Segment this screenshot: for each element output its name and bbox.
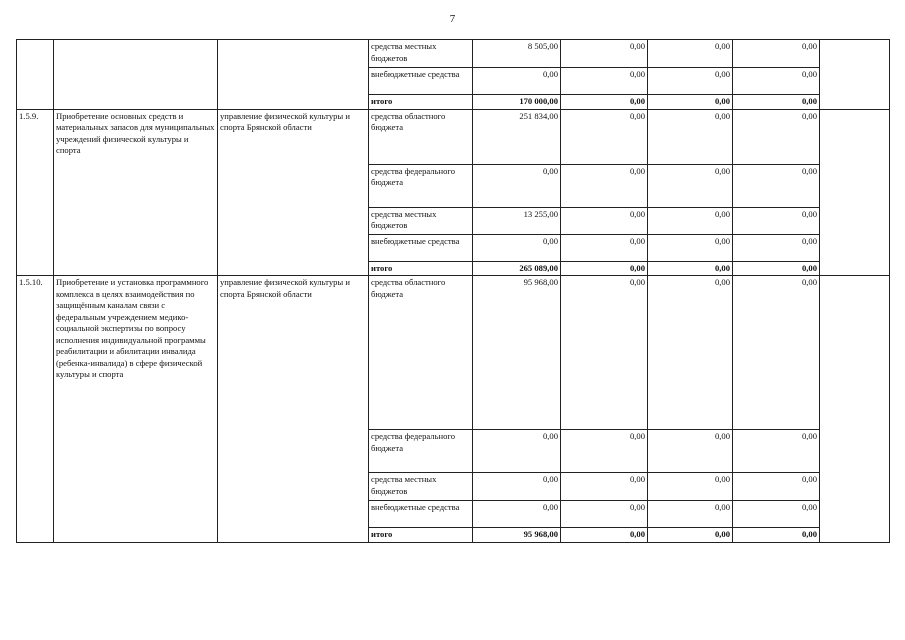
code-cell: 1.5.9. bbox=[17, 109, 54, 276]
amount-year-2: 0,00 bbox=[648, 95, 733, 110]
amount-year-1: 0,00 bbox=[561, 207, 648, 234]
amount-year-1: 0,00 bbox=[561, 109, 648, 164]
amount-total: 251 834,00 bbox=[473, 109, 561, 164]
amount-total: 265 089,00 bbox=[473, 261, 561, 276]
source-cell-total: итого bbox=[369, 528, 473, 543]
amount-year-1: 0,00 bbox=[561, 68, 648, 95]
source-cell: средства областного бюджета bbox=[369, 109, 473, 164]
source-cell: внебюджетные средства bbox=[369, 68, 473, 95]
amount-year-2: 0,00 bbox=[648, 68, 733, 95]
amount-year-2: 0,00 bbox=[648, 40, 733, 68]
amount-year-2: 0,00 bbox=[648, 207, 733, 234]
amount-year-2: 0,00 bbox=[648, 164, 733, 207]
amount-year-3: 0,00 bbox=[733, 164, 820, 207]
executor-cell: управление физической культуры и спорта Брянской области bbox=[218, 276, 369, 543]
amount-year-1: 0,00 bbox=[561, 40, 648, 68]
amount-total: 0,00 bbox=[473, 473, 561, 501]
source-cell: средства областного бюджета bbox=[369, 276, 473, 430]
amount-total: 0,00 bbox=[473, 164, 561, 207]
extra-cell bbox=[820, 40, 890, 110]
amount-year-1: 0,00 bbox=[561, 430, 648, 473]
amount-year-1: 0,00 bbox=[561, 473, 648, 501]
amount-year-3: 0,00 bbox=[733, 528, 820, 543]
amount-year-2: 0,00 bbox=[648, 473, 733, 501]
executor-cell: управление физической культуры и спорта Брянской области bbox=[218, 109, 369, 276]
amount-year-3: 0,00 bbox=[733, 261, 820, 276]
amount-year-3: 0,00 bbox=[733, 234, 820, 261]
source-cell: внебюджетные средства bbox=[369, 501, 473, 528]
amount-year-3: 0,00 bbox=[733, 68, 820, 95]
amount-year-2: 0,00 bbox=[648, 276, 733, 430]
amount-year-1: 0,00 bbox=[561, 261, 648, 276]
source-cell: средства местных бюджетов bbox=[369, 473, 473, 501]
amount-year-3: 0,00 bbox=[733, 109, 820, 164]
source-cell: внебюджетные средства bbox=[369, 234, 473, 261]
table-row bbox=[17, 276, 890, 430]
amount-year-3: 0,00 bbox=[733, 95, 820, 110]
amount-year-1: 0,00 bbox=[561, 528, 648, 543]
measure-name-cell: Приобретение основных средств и материальных запасов для муниципальных учреждений физической культуры и спорта bbox=[54, 109, 218, 276]
amount-year-3: 0,00 bbox=[733, 276, 820, 430]
amount-year-3: 0,00 bbox=[733, 40, 820, 68]
measure-name-cell: Приобретение и установка программного комплекса в целях взаимодействия по защищённым каналам связи с федеральным учреждением медико-социальной экспертизы по вопросу исполнения индивидуальной программы реабилитации и абилитации инвалида (ребенка-инвалида) в сфере физической культуры и спорта bbox=[54, 276, 218, 543]
amount-total: 8 505,00 bbox=[473, 40, 561, 68]
amount-year-2: 0,00 bbox=[648, 501, 733, 528]
amount-year-2: 0,00 bbox=[648, 430, 733, 473]
amount-year-1: 0,00 bbox=[561, 276, 648, 430]
amount-year-2: 0,00 bbox=[648, 109, 733, 164]
amount-year-1: 0,00 bbox=[561, 501, 648, 528]
amount-total: 95 968,00 bbox=[473, 528, 561, 543]
amount-total: 0,00 bbox=[473, 68, 561, 95]
amount-year-3: 0,00 bbox=[733, 207, 820, 234]
source-cell: средства местных бюджетов bbox=[369, 40, 473, 68]
table-row bbox=[17, 109, 890, 164]
amount-year-3: 0,00 bbox=[733, 430, 820, 473]
source-cell-total: итого bbox=[369, 261, 473, 276]
source-cell: средства федерального бюджета bbox=[369, 164, 473, 207]
amount-total: 0,00 bbox=[473, 430, 561, 473]
extra-cell bbox=[820, 276, 890, 543]
amount-year-3: 0,00 bbox=[733, 501, 820, 528]
budget-table bbox=[16, 39, 890, 543]
source-cell: средства местных бюджетов bbox=[369, 207, 473, 234]
source-cell: средства федерального бюджета bbox=[369, 430, 473, 473]
amount-total: 170 000,00 bbox=[473, 95, 561, 110]
source-cell-total: итого bbox=[369, 95, 473, 110]
amount-total: 95 968,00 bbox=[473, 276, 561, 430]
page-number: 7 bbox=[449, 13, 456, 25]
amount-year-3: 0,00 bbox=[733, 473, 820, 501]
code-cell bbox=[17, 40, 54, 110]
amount-year-1: 0,00 bbox=[561, 95, 648, 110]
amount-total: 0,00 bbox=[473, 234, 561, 261]
measure-name-cell bbox=[54, 40, 218, 110]
code-cell: 1.5.10. bbox=[17, 276, 54, 543]
amount-year-2: 0,00 bbox=[648, 528, 733, 543]
extra-cell bbox=[820, 109, 890, 276]
amount-year-1: 0,00 bbox=[561, 234, 648, 261]
amount-year-2: 0,00 bbox=[648, 261, 733, 276]
amount-year-1: 0,00 bbox=[561, 164, 648, 207]
amount-total: 0,00 bbox=[473, 501, 561, 528]
executor-cell bbox=[218, 40, 369, 110]
amount-total: 13 255,00 bbox=[473, 207, 561, 234]
amount-year-2: 0,00 bbox=[648, 234, 733, 261]
table-row bbox=[17, 40, 890, 68]
